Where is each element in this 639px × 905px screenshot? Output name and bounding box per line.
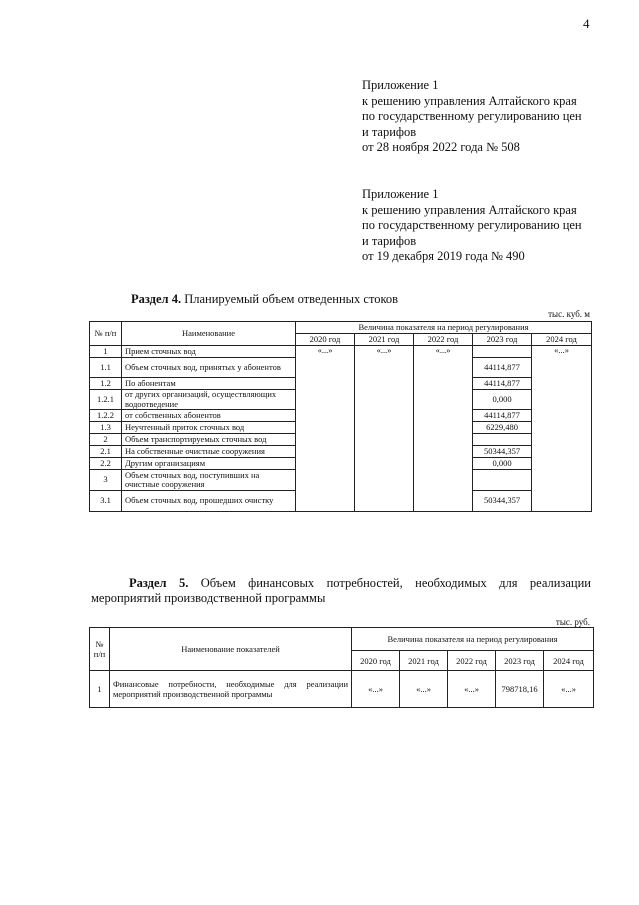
cell-2023: 0,000 bbox=[473, 390, 532, 410]
cell-2023: 50344,357 bbox=[473, 446, 532, 458]
row-num: 1 bbox=[90, 346, 122, 358]
header-period: Величина показателя на период регулирования bbox=[296, 322, 592, 334]
row-num: 1 bbox=[90, 671, 110, 708]
appendix-line: от 28 ноября 2022 года № 508 bbox=[362, 140, 520, 154]
row-name: Неучтенный приток сточных вод bbox=[122, 422, 296, 434]
section-4-unit: тыс. куб. м bbox=[548, 309, 590, 319]
row-name: Другим организациям bbox=[122, 458, 296, 470]
cell-2023: 44114,877 bbox=[473, 410, 532, 422]
row-num: 1.1 bbox=[90, 358, 122, 378]
row-num: 2.2 bbox=[90, 458, 122, 470]
table-row bbox=[90, 346, 592, 358]
section-5-label: Раздел 5. bbox=[129, 576, 189, 590]
row-num: 1.2 bbox=[90, 378, 122, 390]
row-name: На собственные очистные сооружения bbox=[122, 446, 296, 458]
header-year: 2021 год bbox=[400, 651, 448, 671]
appendix-line: и тарифов bbox=[362, 124, 417, 139]
table-row bbox=[90, 671, 594, 708]
cell-2021: «...» bbox=[355, 346, 414, 512]
appendix-line: по государственному регулированию цен bbox=[362, 109, 582, 123]
row-name: Финансовые потребности, необходимые для реализации мероприятий производственной программы bbox=[110, 671, 352, 708]
cell-2024: «...» bbox=[544, 671, 594, 708]
row-num: 2.1 bbox=[90, 446, 122, 458]
header-year: 2024 год bbox=[544, 651, 594, 671]
row-name: Объем сточных вод, прошедших очистку bbox=[122, 491, 296, 512]
row-name: Объем сточных вод, принятых у абонентов bbox=[122, 358, 296, 378]
cell-2023 bbox=[473, 346, 532, 358]
row-name: от собственных абонентов bbox=[122, 410, 296, 422]
cell-2023: 44114,877 bbox=[473, 358, 532, 378]
cell-2021: «...» bbox=[400, 671, 448, 708]
appendix-reference-original bbox=[362, 187, 582, 265]
header-year: 2020 год bbox=[352, 651, 400, 671]
cell-2023: 44114,877 bbox=[473, 378, 532, 390]
appendix-line: Приложение 1 bbox=[362, 78, 439, 92]
header-num: № п/п bbox=[90, 628, 110, 671]
row-name: Объем сточных вод, поступивших на очистные сооружения bbox=[122, 470, 296, 491]
row-name: Прием сточных вод bbox=[122, 346, 296, 358]
row-name: По абонентам bbox=[122, 378, 296, 390]
header-year: 2020 год bbox=[296, 334, 355, 346]
cell-2020: «...» bbox=[296, 346, 355, 512]
appendix-reference-current bbox=[362, 78, 582, 156]
appendix-line: и тарифов bbox=[362, 233, 417, 248]
cell-2023: 6229,480 bbox=[473, 422, 532, 434]
appendix-line: Приложение 1 bbox=[362, 187, 439, 201]
cell-2023: 798718,16 bbox=[496, 671, 544, 708]
appendix-line: к решению управления Алтайского края bbox=[362, 202, 577, 217]
row-num: 1.2.1 bbox=[90, 390, 122, 410]
row-num: 3.1 bbox=[90, 491, 122, 512]
appendix-line: по государственному регулированию цен bbox=[362, 218, 582, 232]
page-number: 4 bbox=[583, 16, 590, 31]
section-5-unit: тыс. руб. bbox=[555, 617, 590, 627]
cell-2024: «...» bbox=[532, 346, 592, 512]
header-year: 2023 год bbox=[473, 334, 532, 346]
section-4-title bbox=[131, 292, 398, 307]
row-name: Объем транспортируемых сточных вод bbox=[122, 434, 296, 446]
appendix-line: от 19 декабря 2019 года № 490 bbox=[362, 249, 525, 263]
row-num: 2 bbox=[90, 434, 122, 446]
cell-2023: 50344,357 bbox=[473, 491, 532, 512]
section-5-heading: Объем финансовых потребностей, необходимых для реализации мероприятий производственной программы bbox=[91, 576, 591, 605]
header-name: Наименование показателей bbox=[110, 628, 352, 671]
appendix-line: к решению управления Алтайского края bbox=[362, 93, 577, 108]
row-num: 3 bbox=[90, 470, 122, 491]
cell-2020: «...» bbox=[352, 671, 400, 708]
row-num: 1.3 bbox=[90, 422, 122, 434]
cell-2023: 0,000 bbox=[473, 458, 532, 470]
row-num: 1.2.2 bbox=[90, 410, 122, 422]
section-4-label: Раздел 4. bbox=[131, 292, 182, 306]
cell-2022: «...» bbox=[414, 346, 473, 512]
section-4-heading: Планируемый объем отведенных стоков bbox=[184, 292, 399, 306]
cell-2023 bbox=[473, 470, 532, 491]
header-year: 2022 год bbox=[414, 334, 473, 346]
cell-2023 bbox=[473, 434, 532, 446]
header-year: 2024 год bbox=[532, 334, 592, 346]
header-period: Величина показателя на период регулирования bbox=[352, 628, 594, 651]
header-year: 2022 год bbox=[448, 651, 496, 671]
header-year: 2023 год bbox=[496, 651, 544, 671]
header-num: № п/п bbox=[90, 322, 122, 346]
row-name: от других организаций, осуществляющих водоотведение bbox=[122, 390, 296, 410]
financial-needs-table bbox=[89, 627, 594, 708]
wastewater-volume-table bbox=[89, 321, 592, 512]
header-year: 2021 год bbox=[355, 334, 414, 346]
header-name: Наименование bbox=[122, 322, 296, 346]
cell-2022: «...» bbox=[448, 671, 496, 708]
section-5-title bbox=[91, 576, 591, 606]
